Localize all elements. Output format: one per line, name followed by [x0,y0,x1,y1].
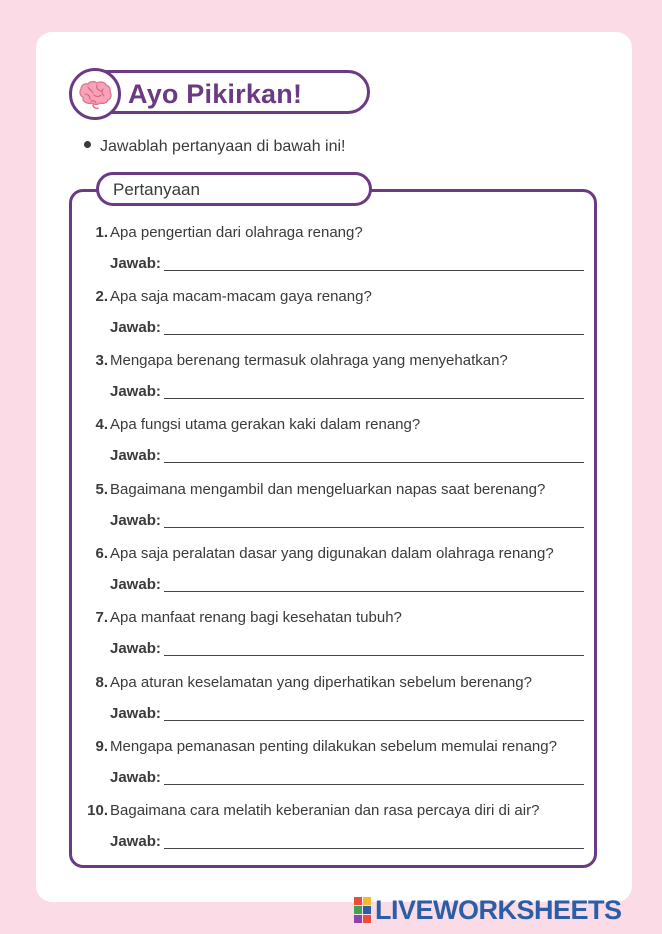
question-box-tab [96,172,372,206]
answer-line[interactable] [164,398,584,399]
instruction-text: Jawablah pertanyaan di bawah ini! [100,138,346,155]
question-number: 5. [95,481,108,498]
question-text: Apa saja macam-macam gaya renang? [110,288,372,305]
question-text: Apa fungsi utama gerakan kaki dalam renang? [110,416,421,433]
question-number: 4. [95,416,108,433]
question-item [86,802,586,862]
answer-label: Jawab: [110,705,161,722]
question-number: 9. [95,738,108,755]
brain-icon [69,68,121,120]
question-item [86,352,586,412]
page-title: Ayo Pikirkan! [128,79,303,109]
question-item [86,224,586,284]
instruction [84,136,346,158]
answer-line[interactable] [164,848,584,849]
question-text: Apa saja peralatan dasar yang digunakan dalam olahraga renang? [110,545,554,562]
question-item [86,738,586,798]
answer-label: Jawab: [110,769,161,786]
question-text: Apa aturan keselamatan yang diperhatikan sebelum berenang? [110,674,532,691]
answer-line[interactable] [164,655,584,656]
question-text: Apa pengertian dari olahraga renang? [110,224,363,241]
question-item [86,674,586,734]
answer-label: Jawab: [110,833,161,850]
question-number: 10. [87,802,108,819]
answer-label: Jawab: [110,383,161,400]
question-number: 3. [95,352,108,369]
question-number: 1. [95,224,108,241]
answer-label: Jawab: [110,576,161,593]
answer-label: Jawab: [110,640,161,657]
question-number: 2. [95,288,108,305]
question-text: Bagaimana mengambil dan mengeluarkan napas saat berenang? [110,481,546,498]
answer-line[interactable] [164,591,584,592]
logo-blocks-icon [354,897,371,923]
bullet-icon [84,141,91,148]
answer-line[interactable] [164,334,584,335]
logo-text: LIVEWORKSHEETS [375,895,622,925]
answer-line[interactable] [164,270,584,271]
liveworksheets-logo[interactable] [354,896,622,924]
question-box-tab-label: Pertanyaan [113,180,200,199]
question-item [86,609,586,669]
question-number: 6. [95,545,108,562]
answer-line[interactable] [164,527,584,528]
question-item [86,545,586,605]
question-text: Mengapa berenang termasuk olahraga yang menyehatkan? [110,352,508,369]
answer-line[interactable] [164,462,584,463]
question-text: Mengapa pemanasan penting dilakukan sebelum memulai renang? [110,738,557,755]
answer-label: Jawab: [110,255,161,272]
answer-line[interactable] [164,784,584,785]
question-text: Bagaimana cara melatih keberanian dan rasa percaya diri di air? [110,802,540,819]
answer-label: Jawab: [110,319,161,336]
question-item [86,416,586,476]
answer-line[interactable] [164,720,584,721]
answer-label: Jawab: [110,447,161,464]
question-item [86,288,586,348]
question-item [86,481,586,541]
question-number: 8. [95,674,108,691]
answer-label: Jawab: [110,512,161,529]
question-number: 7. [95,609,108,626]
question-text: Apa manfaat renang bagi kesehatan tubuh? [110,609,402,626]
